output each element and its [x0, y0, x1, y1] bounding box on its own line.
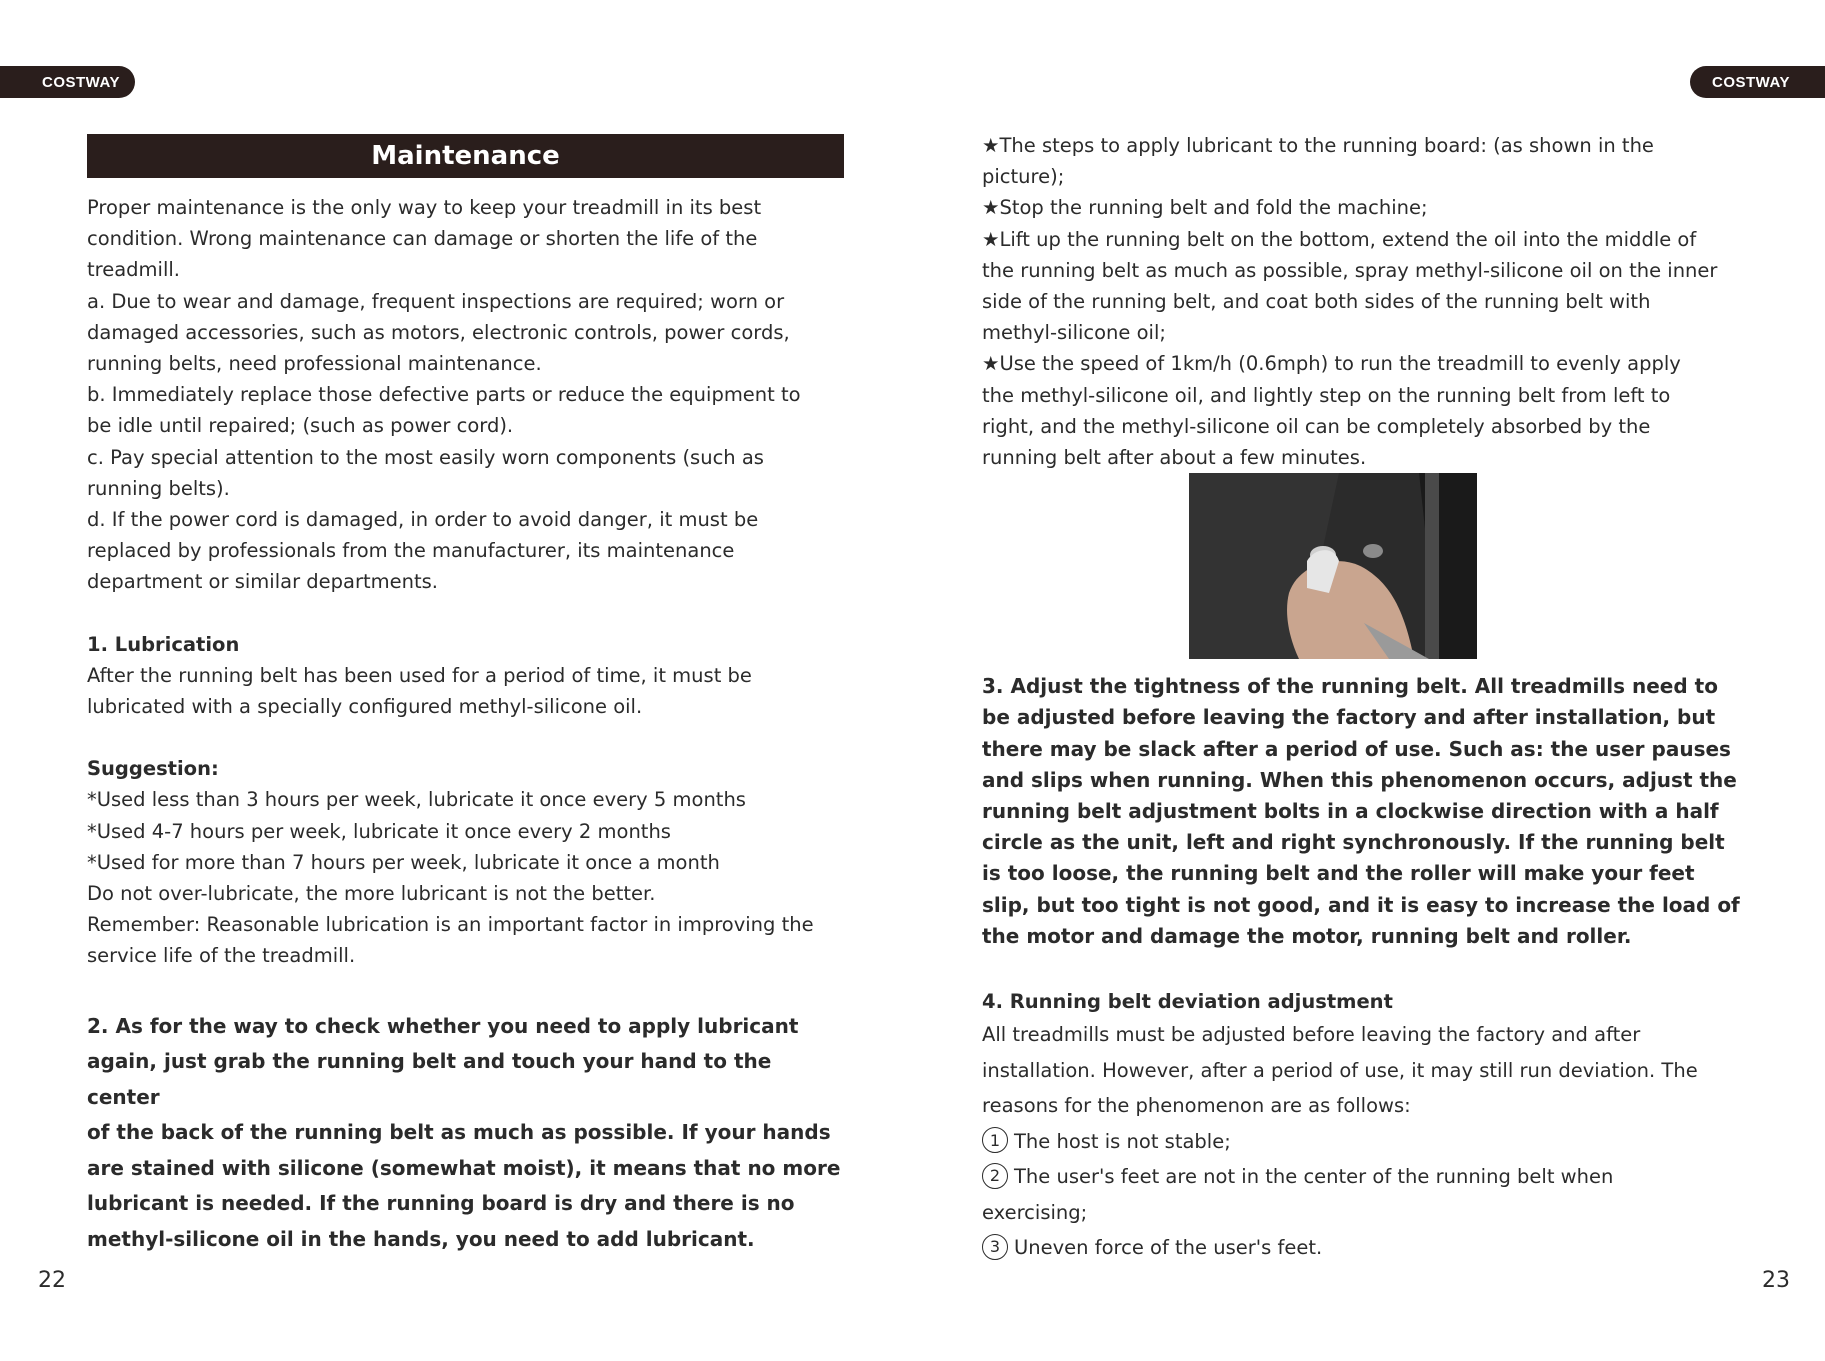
- intro-line: d. If the power cord is damaged, in order to avoid danger, it must be: [87, 508, 759, 532]
- step-line: right, and the methyl-silicone oil can be completely absorbed by the: [982, 414, 1651, 438]
- circled-number-2: 2: [982, 1163, 1008, 1189]
- step-line: ★Stop the running belt and fold the machine;: [982, 196, 1428, 220]
- reason-text: The user's feet are not in the center of the running belt when: [1014, 1165, 1614, 1189]
- tightness-line: running belt adjustment bolts in a clockwise direction with a half: [982, 799, 1719, 824]
- intro-line: running belts).: [87, 476, 230, 500]
- step-line: the methyl-silicone oil, and lightly step on the running belt from left to: [982, 383, 1671, 407]
- suggestion-line: *Used 4-7 hours per week, lubricate it once every 2 months: [87, 819, 671, 843]
- suggestion-heading: Suggestion:: [87, 757, 219, 781]
- lubrication-line: After the running belt has been used for a period of time, it must be: [87, 663, 752, 687]
- tightness-line: and slips when running. When this phenomenon occurs, adjust the: [982, 767, 1737, 792]
- tightness-line: circle as the unit, left and right synchronously. If the running belt: [982, 830, 1725, 855]
- check-line: of the back of the running belt as much as possible. If your hands: [87, 1120, 831, 1145]
- reason-item: [982, 1230, 1752, 1266]
- brand-tab-left: COSTWAY: [0, 66, 135, 98]
- step-line: ★Lift up the running belt on the bottom, extend the oil into the middle of: [982, 227, 1697, 251]
- tightness-line: slip, but too tight is not good, and it is easy to increase the load of: [982, 892, 1740, 917]
- check-line: again, just grab the running belt and touch your hand to the center: [87, 1049, 772, 1109]
- intro-line: b. Immediately replace those defective parts or reduce the equipment to: [87, 383, 801, 407]
- tightness-line: the motor and damage the motor, running belt and roller.: [982, 923, 1632, 948]
- step-line: picture);: [982, 165, 1065, 189]
- check-line: lubricant is needed. If the running board is dry and there is no: [87, 1191, 795, 1216]
- lubricant-application-photo: [1189, 473, 1477, 659]
- lubrication-heading: 1. Lubrication: [87, 632, 240, 656]
- intro-line: department or similar departments.: [87, 570, 438, 594]
- circled-number-1: 1: [982, 1127, 1008, 1153]
- reason-item: [982, 1159, 1752, 1195]
- tightness-line: be adjusted before leaving the factory and after installation, but: [982, 705, 1716, 730]
- intro-line: a. Due to wear and damage, frequent inspections are required; worn or: [87, 289, 785, 313]
- check-line: methyl-silicone oil in the hands, you need to add lubricant.: [87, 1226, 755, 1251]
- deviation-line: All treadmills must be adjusted before leaving the factory and after: [982, 1023, 1641, 1047]
- brand-tab-right: COSTWAY: [1690, 66, 1825, 98]
- intro-line: running belts, need professional maintenance.: [87, 352, 542, 376]
- intro-line: condition. Wrong maintenance can damage or shorten the life of the: [87, 227, 758, 251]
- suggestion-line: service life of the treadmill.: [87, 944, 356, 968]
- suggestion-line: Remember: Reasonable lubrication is an important factor in improving the: [87, 913, 814, 937]
- suggestion-line: *Used for more than 7 hours per week, lubricate it once a month: [87, 850, 720, 874]
- deviation-line: installation. However, after a period of use, it may still run deviation. The: [982, 1058, 1698, 1082]
- deviation-line: reasons for the phenomenon are as follows:: [982, 1094, 1411, 1118]
- intro-line: Proper maintenance is the only way to keep your treadmill in its best: [87, 196, 762, 219]
- tightness-line: 3. Adjust the tightness of the running belt. All treadmills need to: [982, 674, 1718, 699]
- step-line: the running belt as much as possible, spray methyl-silicone oil on the inner: [982, 258, 1718, 282]
- tightness-line: is too loose, the running belt and the roller will make your feet: [982, 861, 1695, 886]
- intro-line: treadmill.: [87, 258, 181, 282]
- reason-item: [982, 1124, 1752, 1160]
- left-page-content: [87, 134, 845, 1257]
- lubrication-line: lubricated with a specially configured methyl-silicone oil.: [87, 695, 643, 719]
- maintenance-title: Maintenance: [87, 134, 844, 178]
- intro-line: be idle until repaired; (such as power cord).: [87, 414, 514, 438]
- step-line: ★Use the speed of 1km/h (0.6mph) to run the treadmill to evenly apply: [982, 352, 1681, 376]
- tightness-line: there may be slack after a period of use. Such as: the user pauses: [982, 736, 1731, 761]
- suggestion-line: Do not over-lubricate, the more lubricant is not the better.: [87, 882, 656, 906]
- step-line: ★The steps to apply lubricant to the running board: (as shown in the: [982, 134, 1654, 157]
- reason-text: The host is not stable;: [1014, 1129, 1231, 1153]
- right-page-content: [982, 130, 1752, 1266]
- step-line: side of the running belt, and coat both sides of the running belt with: [982, 290, 1651, 314]
- circled-number-3: 3: [982, 1234, 1008, 1260]
- intro-line: damaged accessories, such as motors, electronic controls, power cords,: [87, 320, 790, 344]
- page-number-left: 22: [38, 1268, 66, 1293]
- check-line: are stained with silicone (somewhat moist), it means that no more: [87, 1155, 841, 1180]
- reason-continuation: exercising;: [982, 1200, 1088, 1224]
- step-line: methyl-silicone oil;: [982, 321, 1166, 345]
- check-line: 2. As for the way to check whether you need to apply lubricant: [87, 1013, 799, 1038]
- deviation-heading: 4. Running belt deviation adjustment: [982, 990, 1393, 1014]
- step-line: running belt after about a few minutes.: [982, 446, 1367, 470]
- intro-line: c. Pay special attention to the most easily worn components (such as: [87, 445, 764, 469]
- reason-text: Uneven force of the user's feet.: [1014, 1236, 1323, 1260]
- intro-line: replaced by professionals from the manufacturer, its maintenance: [87, 539, 735, 563]
- page-number-right: 23: [1762, 1268, 1790, 1293]
- suggestion-line: *Used less than 3 hours per week, lubricate it once every 5 months: [87, 788, 746, 812]
